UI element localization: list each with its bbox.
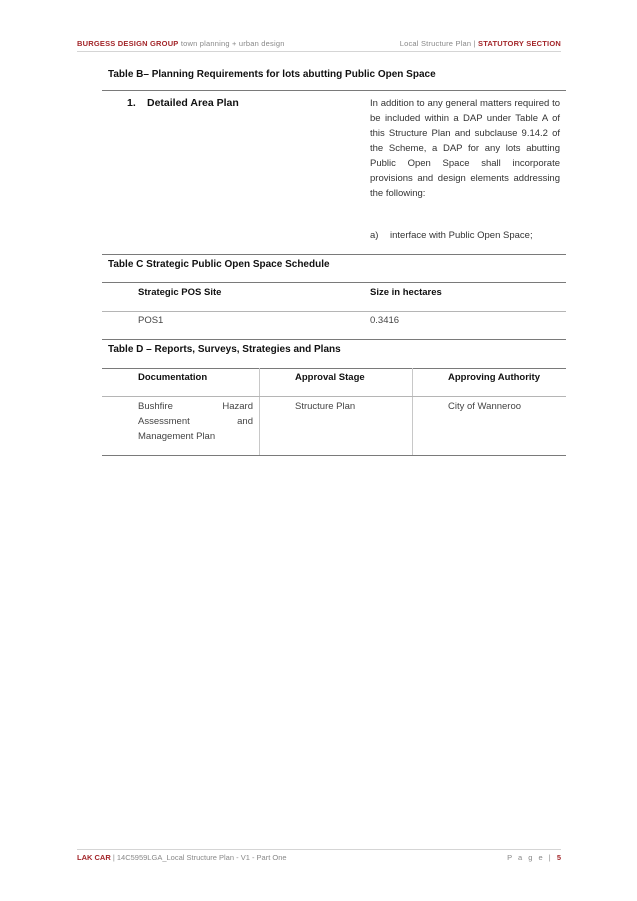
footer-code: LAK CAR (77, 853, 111, 862)
table-d-cell-documentation: Bushfire Hazard Assessment and Management Plan (138, 401, 253, 442)
footer-left (77, 853, 287, 862)
table-d-bottom-rule (102, 455, 566, 456)
table-b-item-text: In addition to any general matters required to be included within a DAP under Table A of this Structure Plan and subclause 9.14.2 of the Scheme, a DAP for any lots abutting Public Open Space shall incorporate provisions and design elements addressing the following: (370, 98, 560, 199)
footer-doc-ref: | 14C5959LGA_Local Structure Plan - V1 - Part One (110, 853, 287, 862)
table-d-column-divider (259, 368, 260, 456)
header-right (400, 39, 561, 48)
table-d-cell-approving-authority: City of Wanneroo (448, 401, 522, 412)
table-b-sub-text: interface with Public Open Space; (390, 230, 533, 241)
table-d-header-rule (102, 396, 566, 397)
table-d-caption: Table D – Reports, Surveys, Strategies and Plans (108, 344, 341, 355)
section-title: STATUTORY SECTION (478, 39, 561, 48)
table-c-caption: Table C Strategic Public Open Space Schedule (108, 259, 330, 270)
table-d-header-documentation: Documentation (138, 372, 208, 383)
table-b-bottom-rule (102, 254, 566, 255)
table-c-header-size: Size in hectares (370, 287, 442, 298)
brand-name: BURGESS DESIGN GROUP (77, 39, 179, 48)
table-d-column-divider (412, 368, 413, 456)
table-c-cell-size: 0.3416 (370, 315, 400, 326)
table-b-top-rule (102, 90, 566, 91)
table-b-caption: Table B– Planning Requirements for lots abutting Public Open Space (108, 69, 436, 80)
table-b-item-title: Detailed Area Plan (147, 97, 239, 109)
page-number: 5 (556, 853, 561, 862)
document-title: Local Structure Plan | (399, 39, 478, 48)
table-b-sub-label: a) (370, 230, 379, 241)
table-d-top-rule (102, 368, 566, 369)
header-divider (77, 51, 561, 52)
table-d-cell-approval-stage: Structure Plan (295, 401, 356, 412)
table-c-cell-site: POS1 (138, 315, 164, 326)
table-b-item-heading (127, 97, 239, 109)
table-b-item-number: 1. (127, 97, 136, 109)
table-d-header-approving-authority: Approving Authority (448, 372, 540, 383)
table-b-sub-item (370, 230, 533, 241)
table-c-header-site: Strategic POS Site (138, 287, 222, 298)
table-c-header-rule (102, 311, 566, 312)
table-c-bottom-rule (102, 339, 566, 340)
table-c-top-rule (102, 282, 566, 283)
footer-page-label: P a g e | (507, 853, 557, 862)
table-d-header-approval-stage: Approval Stage (295, 372, 365, 383)
brand-tagline: town planning + urban design (180, 39, 285, 48)
header-left (77, 39, 285, 48)
footer-right (507, 853, 561, 862)
footer-divider (77, 849, 561, 850)
